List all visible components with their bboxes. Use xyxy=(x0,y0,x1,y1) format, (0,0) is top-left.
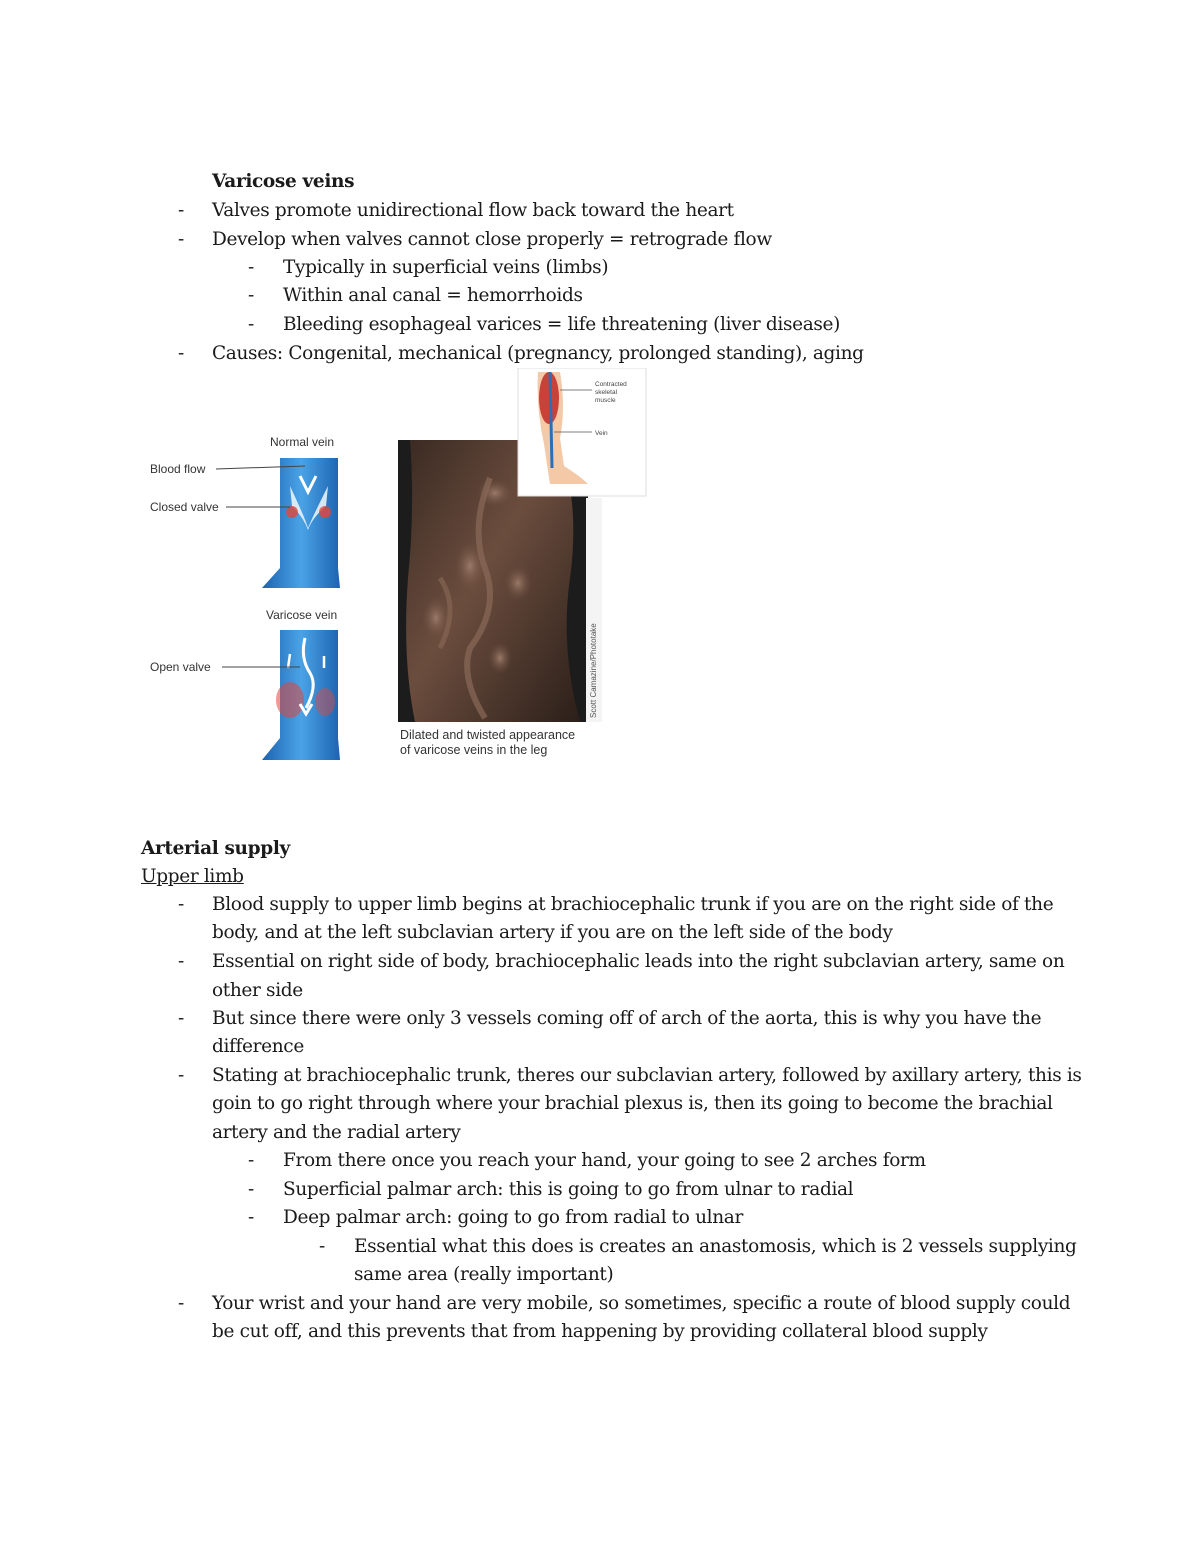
bullet-text: Your wrist and your hand are very mobile, so sometimes, specific a route of blood supply could xyxy=(212,1293,1071,1314)
bullet-dash: - xyxy=(178,1293,184,1314)
sub-bullet-dash: - xyxy=(248,1207,254,1228)
bullet-dash: - xyxy=(178,894,184,915)
sub-bullet-text: Superficial palmar arch: this is going to go from ulnar to radial xyxy=(283,1179,854,1200)
bullet-text-cont: difference xyxy=(212,1036,304,1057)
inset-label-vein: Vein xyxy=(595,430,608,437)
blood-spot xyxy=(286,506,298,518)
bullet-dash: - xyxy=(178,951,184,972)
sub-bullet-text: Within anal canal = hemorrhoids xyxy=(283,285,583,306)
sub-bullet-dash: - xyxy=(248,314,254,335)
varicose-vein-label: Varicose vein xyxy=(266,608,338,622)
bullet-dash: - xyxy=(178,1065,184,1086)
figure-caption-line1: Dilated and twisted appearance xyxy=(400,728,576,742)
bullet-text-cont: artery and the radial artery xyxy=(212,1122,461,1143)
section-title-varicose-veins: Varicose veins xyxy=(212,171,355,192)
inset-label-skeletal: skeletal xyxy=(595,389,618,396)
sub-bullet-dash: - xyxy=(248,1179,254,1200)
open-valve-label: Open valve xyxy=(150,660,211,674)
sub-bullet-text: From there once you reach your hand, your going to see 2 arches form xyxy=(283,1150,926,1171)
blood-spot xyxy=(319,506,331,518)
bullet-dash: - xyxy=(178,229,184,250)
bullet-text-cont: body, and at the left subclavian artery if you are on the left side of the body xyxy=(212,922,893,943)
bullet-text: Stating at brachiocephalic trunk, theres our subclavian artery, followed by axillary artery, this is xyxy=(212,1065,1082,1086)
bullet-text-cont: other side xyxy=(212,980,303,1001)
blood-flow-label: Blood flow xyxy=(150,462,206,476)
varicose-vein-figure xyxy=(140,368,660,773)
sub-bullet-dash: - xyxy=(248,257,254,278)
sub-bullet-text: Deep palmar arch: going to go from radial to ulnar xyxy=(283,1207,743,1228)
sub-bullet-text: Bleeding esophageal varices = life threatening (liver disease) xyxy=(283,314,840,335)
sub-sub-bullet-text: Essential what this does is creates an anastomosis, which is 2 vessels supplying xyxy=(354,1236,1077,1257)
inset-label-muscle: muscle xyxy=(595,397,616,404)
bullet-dash: - xyxy=(178,343,184,364)
varicose-vein-illustration xyxy=(140,368,660,773)
sub-bullet-dash: - xyxy=(248,1150,254,1171)
closed-valve-label: Closed valve xyxy=(150,500,219,514)
varicose-vein-diagram xyxy=(262,630,340,760)
sub-bullet-text: Typically in superficial veins (limbs) xyxy=(283,257,609,278)
muscle-pump-inset xyxy=(518,368,646,496)
section-title-arterial-supply: Arterial supply xyxy=(141,838,290,859)
bullet-dash: - xyxy=(178,200,184,221)
sub-sub-bullet-text-cont: same area (really important) xyxy=(354,1264,614,1285)
normal-vein-diagram xyxy=(262,458,340,588)
bullet-text: But since there were only 3 vessels coming off of arch of the aorta, this is why you have the xyxy=(212,1008,1042,1029)
subsection-title-upper-limb: Upper limb xyxy=(141,866,244,887)
inset-label-contracted: Contracted xyxy=(595,381,627,388)
bullet-text: Blood supply to upper limb begins at brachiocephalic trunk if you are on the right side of the xyxy=(212,894,1054,915)
sub-sub-bullet-dash: - xyxy=(319,1236,325,1257)
bullet-text-cont: be cut off, and this prevents that from happening by providing collateral blood supply xyxy=(212,1321,988,1342)
photo-credit: Scott Camazine/Phototake xyxy=(589,623,598,718)
bullet-text: Valves promote unidirectional flow back toward the heart xyxy=(212,200,734,221)
bullet-text: Essential on right side of body, brachiocephalic leads into the right subclavian artery, same on xyxy=(212,951,1065,972)
blood-pool xyxy=(315,688,335,716)
blood-pool xyxy=(276,682,304,718)
figure-caption-line2: of varicose veins in the leg xyxy=(400,743,548,757)
sub-bullet-dash: - xyxy=(248,285,254,306)
bullet-text: Develop when valves cannot close properly = retrograde flow xyxy=(212,229,772,250)
bullet-text: Causes: Congenital, mechanical (pregnancy, prolonged standing), aging xyxy=(212,343,864,364)
normal-vein-label: Normal vein xyxy=(270,435,335,449)
bullet-text-cont: goin to go right through where your brachial plexus is, then its going to become the brachial xyxy=(212,1093,1053,1114)
bullet-dash: - xyxy=(178,1008,184,1029)
